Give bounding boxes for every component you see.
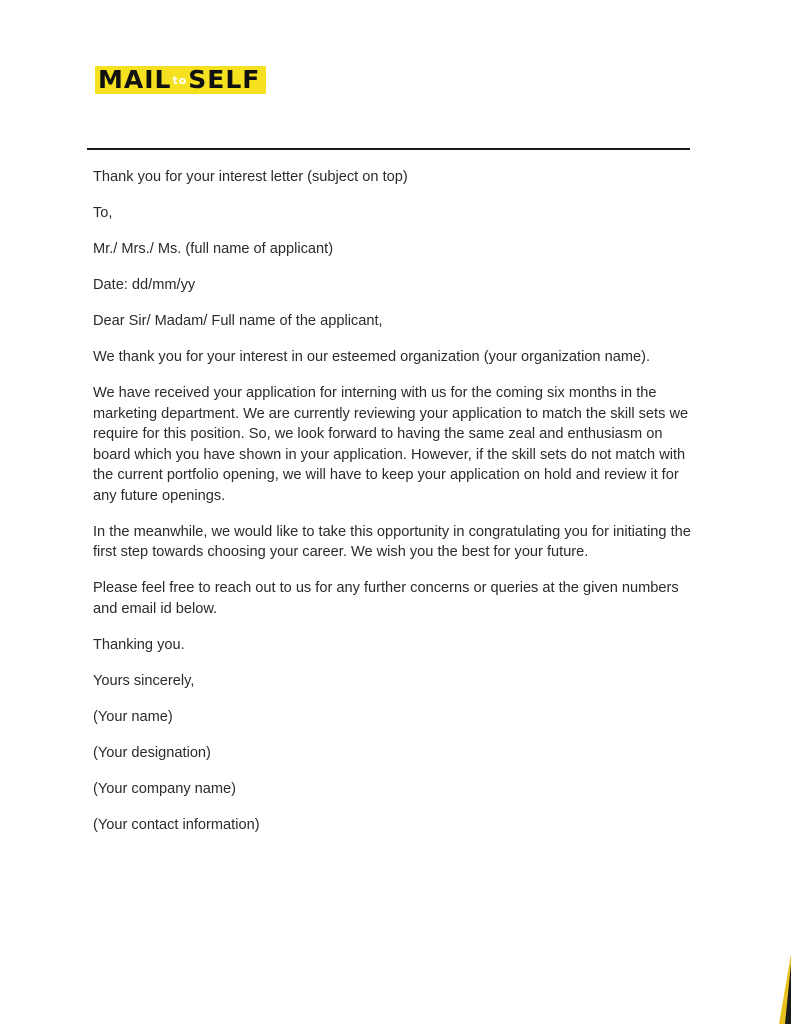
letter-to: To,	[93, 204, 113, 221]
letter-closing: Yours sincerely,	[93, 673, 195, 689]
header-divider	[87, 148, 690, 150]
signature-designation: (Your designation)	[93, 744, 211, 761]
letter-subject: Thank you for your interest letter (subject on top)	[93, 169, 408, 185]
letter-body	[93, 167, 696, 851]
letter-paragraph-4: Please feel free to reach out to us for any further concerns or queries at the given numbers and email id below.	[93, 580, 679, 618]
letter-date: Date: dd/mm/yy	[93, 276, 196, 293]
signature-company: (Your company name)	[93, 780, 237, 797]
brand-logo	[95, 66, 263, 94]
logo-word-mid: to	[172, 73, 188, 87]
logo-text	[98, 66, 260, 95]
letter-paragraph-2: We have received your application for interning with us for the coming six months in the marketing department. We are currently reviewing your application to match the skill sets we require for this position. So, we look forward to having the same zeal and enthusiasm on board which you have shown in your application. However, if the skill sets do not match with the current portfolio opening, we will have to keep your application on hold and review it for any future openings.	[93, 384, 689, 504]
corner-decoration-icon	[771, 954, 791, 1024]
signature-name: (Your name)	[93, 708, 173, 725]
letter-paragraph-3: In the meanwhile, we would like to take this opportunity in congratulating you for initiating the first step towards choosing your career. We wish you the best for your future.	[93, 523, 691, 561]
logo-word-right: SELF	[188, 64, 261, 94]
signature-contact: (Your contact information)	[93, 816, 260, 833]
letter-salutation: Dear Sir/ Madam/ Full name of the applicant,	[93, 312, 383, 329]
letter-paragraph-1: We thank you for your interest in our esteemed organization (your organization name).	[93, 348, 651, 365]
letter-thanking: Thanking you.	[93, 637, 185, 654]
letter-recipient: Mr./ Mrs./ Ms. (full name of applicant)	[93, 240, 334, 257]
logo-word-left: MAIL	[98, 64, 172, 94]
